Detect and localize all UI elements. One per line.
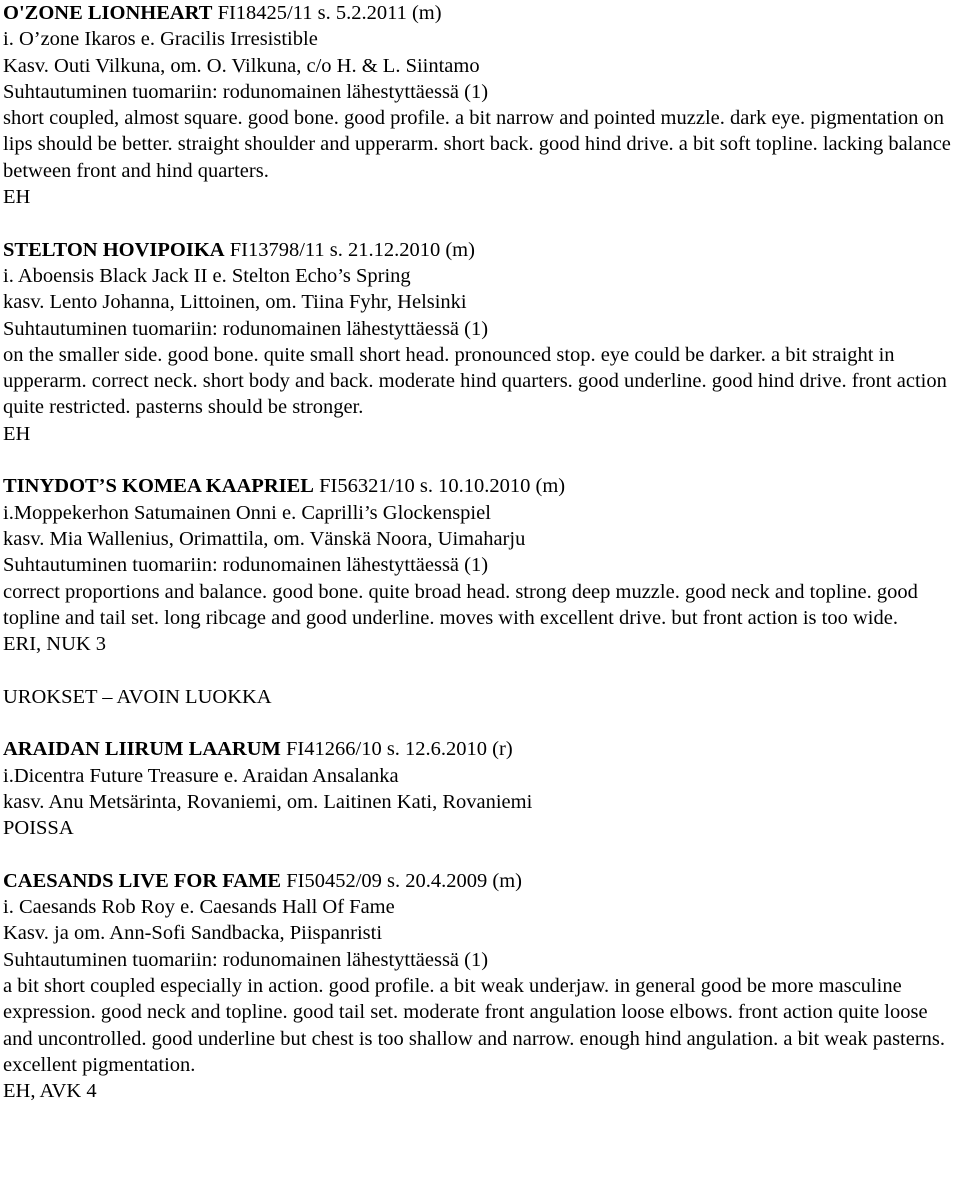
parents: i. Caesands Rob Roy e. Caesands Hall Of Fame (3, 896, 395, 919)
entry-heading (3, 0, 960, 26)
critique: correct proportions and balance. good bone. quite broad head. strong deep muzzle. good neck and topline. good topline and tail set. long ribcage and good underline. moves with excellent drive. but front action is too wide. (3, 580, 918, 629)
entry-heading (3, 237, 960, 263)
temperament-line: Suhtautuminen tuomariin: rodunomainen lähestyttäessä (1) (3, 317, 489, 340)
parents: i. Aboensis Black Jack II e. Stelton Echo’s Spring (3, 264, 411, 287)
registration: FI13798/11 s. 21.12.2010 (m) (224, 238, 475, 261)
entry-heading (3, 736, 960, 762)
dog-name: ARAIDAN LIIRUM LAARUM (3, 738, 281, 761)
parents: i.Dicentra Future Treasure e. Araidan Ansalanka (3, 764, 399, 787)
registration: FI50452/09 s. 20.4.2009 (m) (281, 869, 522, 892)
result: POISSA (3, 817, 74, 840)
breeder-owner: Kasv. Outi Vilkuna, om. O. Vilkuna, c/o H. & L. Siintamo (3, 54, 480, 77)
temperament-line: Suhtautuminen tuomariin: rodunomainen lähestyttäessä (1) (3, 554, 489, 577)
spacer (3, 657, 960, 683)
result: EH (3, 186, 31, 209)
breeder-owner: kasv. Mia Wallenius, Orimattila, om. Vänskä Noora, Uimaharju (3, 527, 526, 550)
section-heading: UROKSET – AVOIN LUOKKA (3, 685, 272, 708)
critique: short coupled, almost square. good bone. good profile. a bit narrow and pointed muzzle. dark eye. pigmentation on lips should be better. straight shoulder and upperarm. short back. good hind drive. a bit soft topline. lacking balance between front and hind quarters. (3, 107, 951, 182)
dog-entry (3, 0, 960, 210)
result: EH, AVK 4 (3, 1080, 97, 1103)
dog-name: O'ZONE LIONHEART (3, 2, 213, 24)
breeder-owner: kasv. Anu Metsärinta, Rovaniemi, om. Laitinen Kati, Rovaniemi (3, 790, 533, 813)
spacer (3, 710, 960, 736)
dog-entry (3, 473, 960, 657)
temperament-line: Suhtautuminen tuomariin: rodunomainen lähestyttäessä (1) (3, 948, 489, 971)
critique: on the smaller side. good bone. quite small short head. pronounced stop. eye could be darker. a bit straight in upperarm. correct neck. short body and back. moderate hind quarters. good underline. good hind drive. front action quite restricted. pasterns should be stronger. (3, 343, 947, 419)
spacer (3, 842, 960, 868)
breeder-owner: Kasv. ja om. Ann-Sofi Sandbacka, Piispanristi (3, 922, 383, 945)
parents: i.Moppekerhon Satumainen Onni e. Caprilli’s Glockenspiel (3, 501, 491, 524)
spacer (3, 447, 960, 473)
dog-entry (3, 237, 960, 447)
registration: FI56321/10 s. 10.10.2010 (m) (313, 475, 566, 498)
breeder-owner: kasv. Lento Johanna, Littoinen, om. Tiina Fyhr, Helsinki (3, 291, 467, 314)
entry-heading (3, 868, 960, 894)
dog-name: STELTON HOVIPOIKA (3, 238, 225, 261)
spacer (3, 210, 960, 236)
dog-entry (3, 868, 960, 1105)
entry-heading (3, 473, 960, 499)
parents: i. O’zone Ikaros e. Gracilis Irresistible (3, 28, 318, 51)
result: EH (3, 422, 31, 445)
temperament-line: Suhtautuminen tuomariin: rodunomainen lähestyttäessä (1) (3, 80, 489, 103)
dog-name: TINYDOT’S KOMEA KAAPRIEL (3, 475, 314, 498)
registration: FI18425/11 s. 5.2.2011 (m) (212, 2, 442, 24)
critique: a bit short coupled especially in action. good profile. a bit weak underjaw. in general good be more masculine expression. good neck and topline. good tail set. moderate front angulation loose elbows. front action quite loose and uncontrolled. good underline but chest is too shallow and narrow. enough hind angulation. a bit weak pasterns. excellent pigmentation. (3, 974, 946, 1076)
dog-entry (3, 736, 960, 841)
result: ERI, NUK 3 (3, 633, 107, 656)
dog-name: CAESANDS LIVE FOR FAME (3, 869, 282, 892)
registration: FI41266/10 s. 12.6.2010 (r) (280, 738, 513, 761)
